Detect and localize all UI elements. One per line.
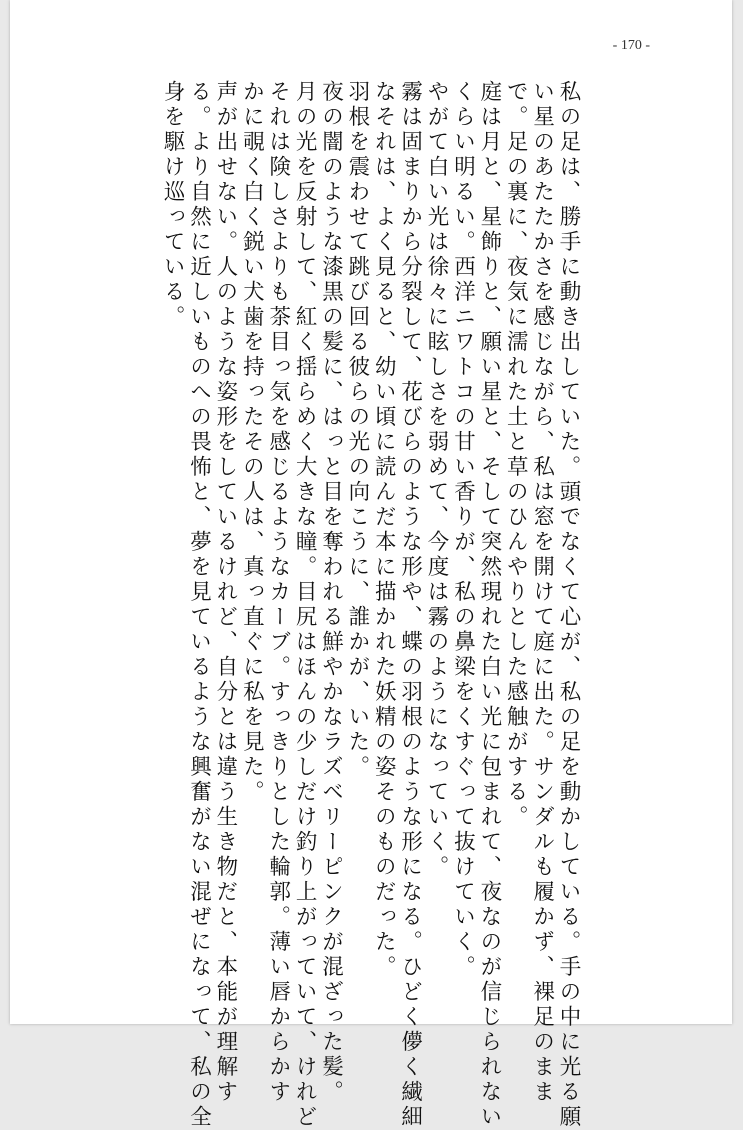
text-line: 夜の闇のような漆黒の髪に、はっと目を奪われる鮮やかなラズベリーピンクが混ざった髪。 — [318, 80, 344, 1105]
text-line: 庭は月と、星飾りと、願い星と、そして突然現れた白い光に包まれて、夜なのが信じられない — [476, 80, 502, 1130]
text-line: る。より自然に近しいものへの畏怖と、夢を見ているような興奮がない混ぜになって、私の全 — [186, 80, 212, 1130]
vertical-text-body — [160, 80, 581, 1130]
text-line: 身を駆け巡っている。 — [160, 80, 186, 330]
text-line: 私の足は、勝手に動き出していた。頭でなくて心が、私の足を動かしている。手の中に光る願 — [556, 80, 581, 1130]
text-line: なそれは、よく見ると、幼い頃に読んだ本に描かれた妖精の姿そのものだった。 — [371, 80, 397, 980]
text-line: 声が出せない。人のような姿形をしているけれど、自分とは違う生き物だと、本能が理解す — [212, 80, 238, 1105]
text-line: で。足の裏に、夜気に濡れた土と草のひんやりとした感触がする。 — [503, 80, 529, 830]
text-line: くらい明るい。西洋ニワトコの甘い香りが、私の鼻梁をくすぐって抜けていく。 — [450, 80, 476, 980]
text-line: 月の光を反射して、紅く揺らめく大きな瞳。目尻はほんの少しだけ釣り上がっていて、けれど — [292, 80, 318, 1130]
text-line: 羽根を震わせて跳び回る彼らの光の向こうに、誰かが、いた。 — [344, 80, 370, 780]
text-line: それは険しさよりも茶目っ気を感じるようなカーブ。すっきりとした輪郭。薄い唇からかす — [265, 80, 291, 1105]
text-line: 霧は固まりから分裂して、花びらのような形や、蝶の羽根のような形になる。ひどく儚く繊細 — [397, 80, 423, 1130]
text-line: かに覗く白く鋭い犬歯を持ったその人は、真っ直ぐに私を見た。 — [239, 80, 265, 805]
page-number: - 170 - — [612, 38, 650, 53]
text-line: い星のあたたかさを感じながら、私は窓を開けて庭に出た。サンダルも履かず、裸足のまま — [529, 80, 555, 1105]
text-line: やがて白い光は徐々に眩しさを弱めて、今度は霧のようになっていく。 — [424, 80, 450, 880]
book-page — [10, 0, 732, 1130]
